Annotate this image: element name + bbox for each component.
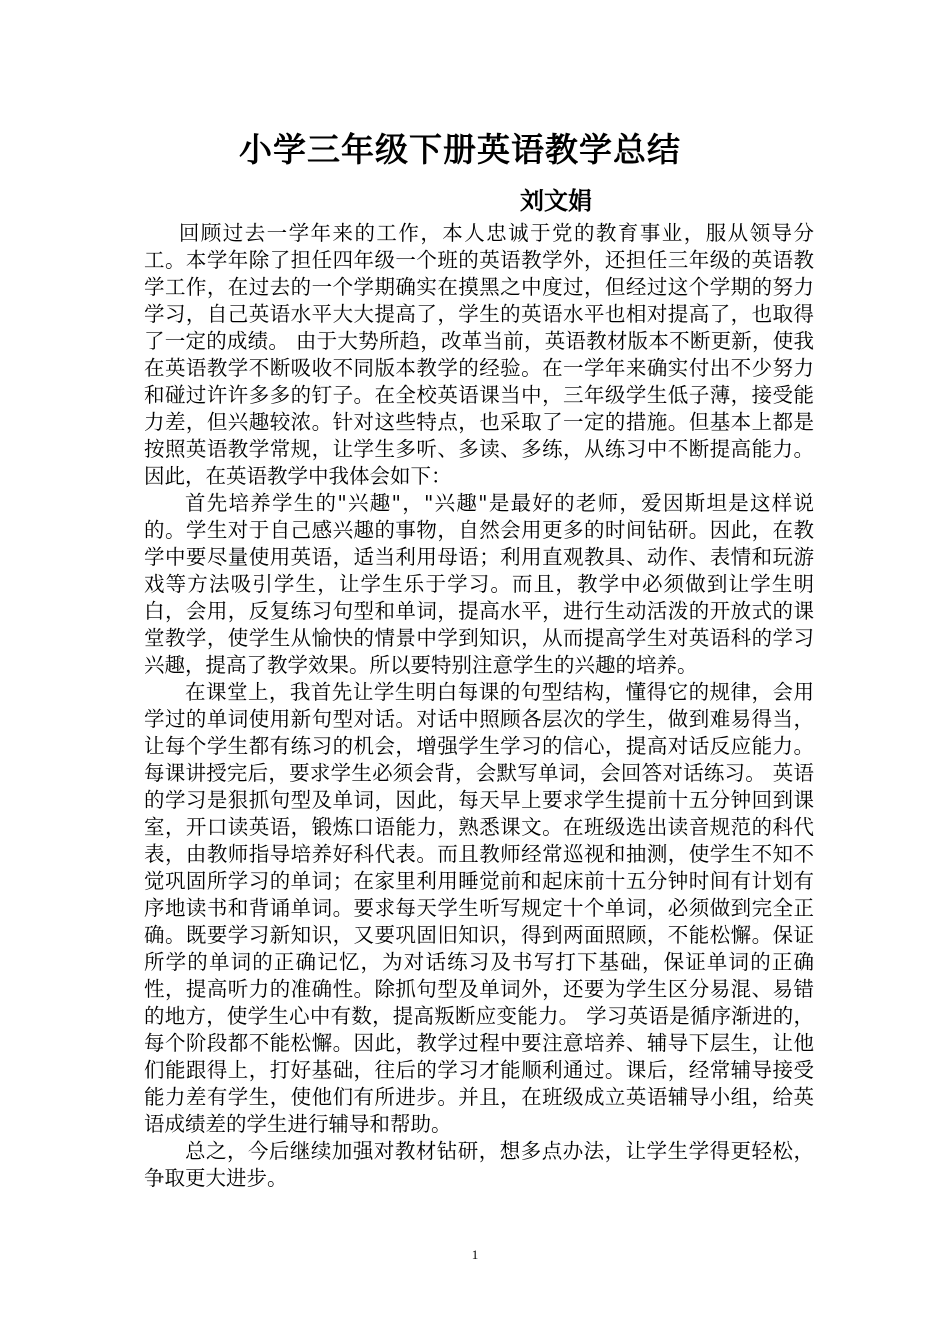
document-body [144, 220, 814, 1192]
paragraph-conclusion: 总之，今后继续加强对教材钻研，想多点办法，让学生学得更轻松，争取更大进步。 [144, 1139, 814, 1190]
paragraph-classroom: 在课堂上，我首先让学生明白每课的句型结构，懂得它的规律，会用学过的单词使用新句型对话。对话中照顾各层次的学生，做到难易得当，让每个学生都有练习的机会，增强学生学习的信心，提高对话反应能力。每课讲授完后，要求学生必须会背，会默写单词，会回答对话练习。 英语的学习是狠抓句型及单词，因此，每天早上要求学生提前十五分钟回到课室，开口读英语，锻炼口语能力，熟悉课文。在班级选出读音规范的科代表，由教师指导培养好科代表。而且教师经常巡视和抽测，使学生不知不觉巩固所学习的单词；在家里利用睡觉前和起床前十五分钟时间有计划有序地读书和背诵单词。要求每天学生听写规定十个单词，必须做到完全正确。既要学习新知识，又要巩固旧知识，得到两面照顾，不能松懈。保证所学的单词的正确记忆，为对话练习及书写打下基础，保证单词的正确性，提高听力的准确性。除抓句型及单词外，还要为学生区分易混、易错的地方，使学生心中有数，提高叛断应变能力。 学习英语是循序渐进的，每个阶段都不能松懈。因此，教学过程中要注意培养、辅导下层生，让他们能跟得上，打好基础，往后的学习才能顺利通过。课后，经常辅导接受能力差有学生，使他们有所进步。并且，在班级成立英语辅导小组，给英语成绩差的学生进行辅导和帮助。 [144, 680, 814, 1136]
paragraph-intro: 回顾过去一学年来的工作，本人忠诚于党的教育事业，服从领导分工。本学年除了担任四年级一个班的英语教学外，还担任三年级的英语教学工作，在过去的一个学期确实在摸黑之中度过，但经过这个学期的努力学习，自己英语水平大大提高了，学生的英语水平也相对提高了，也取得了一定的成绩。 由于大势所趋，改革当前，英语教材版本不断更新，使我在英语教学不断吸收不同版本教学的经验。在一学年来确实付出不少努力和碰过许许多多的钉子。在全校英语课当中，三年级学生低子薄，接受能力差，但兴趣较浓。针对这些特点，也采取了一定的措施。但基本上都是按照英语教学常规，让学生多听、多读、多练，从练习中不断提高能力。因此，在英语教学中我体会如下： [144, 221, 814, 488]
paragraph-interest: 首先培养学生的"兴趣"，"兴趣"是最好的老师，爱因斯坦是这样说的。学生对于自己感兴趣的事物，自然会用更多的时间钻研。因此，在教学中要尽量使用英语，适当利用母语；利用直观教具、动作、表情和玩游戏等方法吸引学生，让学生乐于学习。而且，教学中必须做到让学生明白，会用，反复练习句型和单词，提高水平，进行生动活泼的开放式的课堂教学，使学生从愉快的情景中学到知识，从而提高学生对英语科的学习兴趣，提高了教学效果。所以要特别注意学生的兴趣的培养。 [144, 491, 814, 677]
page-number: 1 [471, 1247, 479, 1262]
author-name: 刘文娟 [520, 187, 592, 215]
document-title: 小学三年级下册英语教学总结 [239, 130, 681, 169]
